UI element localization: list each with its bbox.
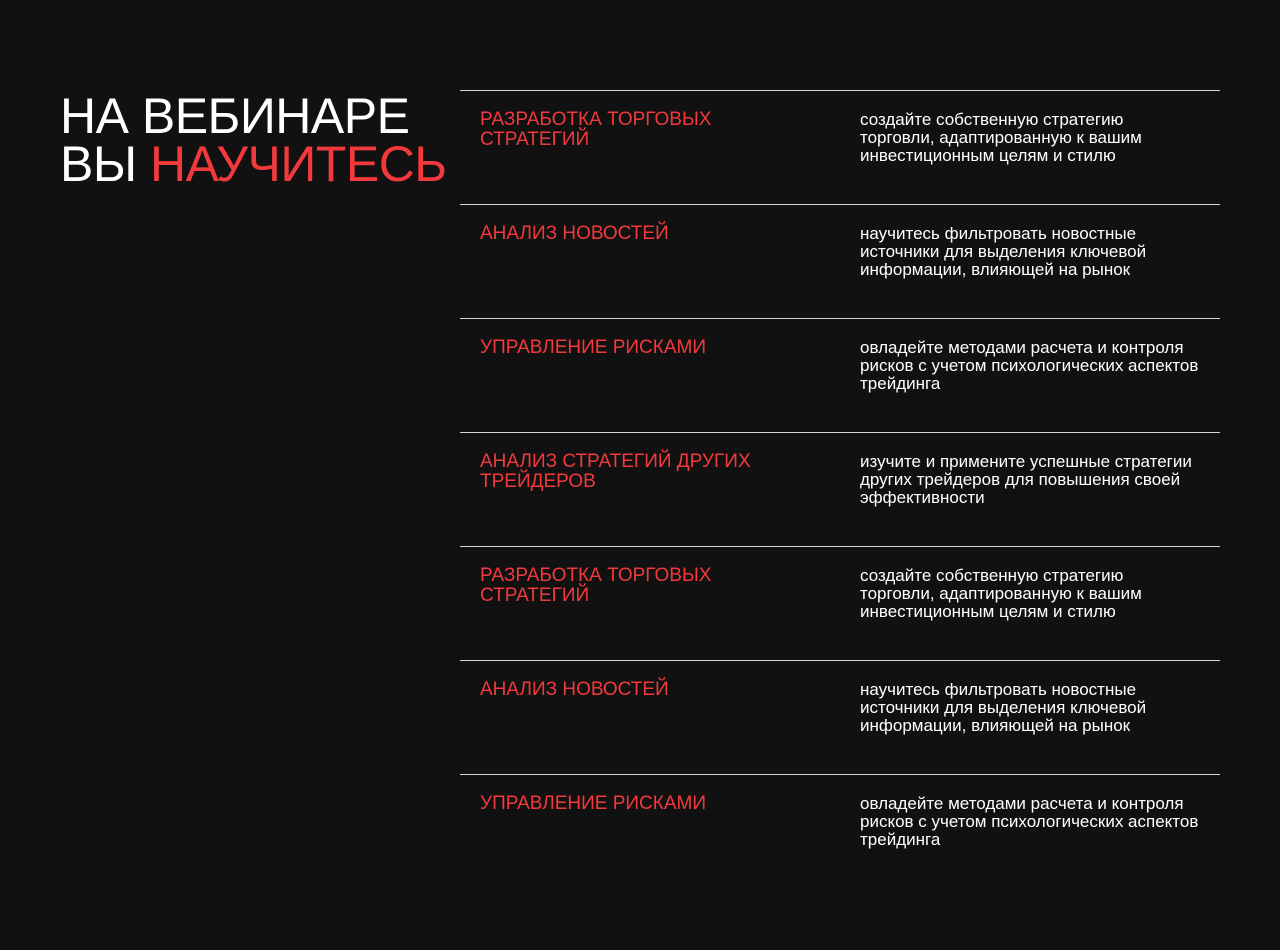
list-item bbox=[460, 90, 1220, 204]
list-item bbox=[460, 432, 1220, 546]
topic-description: научитесь фильтровать новостные источники для выделения ключевой информации, влияющей на рынок bbox=[860, 224, 1147, 279]
topic-title: УПРАВЛЕНИЕ РИСКАМИ bbox=[480, 793, 707, 814]
topic-title: АНАЛИЗ НОВОСТЕЙ bbox=[480, 679, 669, 700]
list-item bbox=[460, 318, 1220, 432]
topic-description: научитесь фильтровать новостные источники для выделения ключевой информации, влияющей на рынок bbox=[860, 680, 1147, 735]
topic-description: создайте собственную стратегию торговли, адаптированную к вашим инвестиционным целям и стилю bbox=[860, 566, 1142, 621]
page-title bbox=[60, 88, 450, 192]
topic-description: создайте собственную стратегию торговли, адаптированную к вашим инвестиционным целям и стилю bbox=[860, 110, 1142, 165]
topic-title: РАЗРАБОТКА ТОРГОВЫХ СТРАТЕГИЙ bbox=[480, 109, 712, 150]
page-title-accent: НАУЧИТЕСЬ bbox=[150, 136, 447, 192]
page-title-prefix: ВЫ bbox=[60, 136, 151, 192]
topic-title: АНАЛИЗ СТРАТЕГИЙ ДРУГИХ ТРЕЙДЕРОВ bbox=[480, 451, 751, 492]
list-item bbox=[460, 660, 1220, 774]
list-item bbox=[460, 774, 1220, 888]
topic-description: овладейте методами расчета и контроля рисков с учетом психологических аспектов трейдинга bbox=[860, 794, 1199, 849]
topic-description: овладейте методами расчета и контроля рисков с учетом психологических аспектов трейдинга bbox=[860, 338, 1199, 393]
topic-title: РАЗРАБОТКА ТОРГОВЫХ СТРАТЕГИЙ bbox=[480, 565, 712, 606]
topic-title: УПРАВЛЕНИЕ РИСКАМИ bbox=[480, 337, 707, 358]
learning-topics-list bbox=[460, 90, 1220, 888]
list-item bbox=[460, 204, 1220, 318]
topic-description: изучите и примените успешные стратегии других трейдеров для повышения своей эффективности bbox=[860, 452, 1192, 507]
page-title-line-2 bbox=[60, 136, 450, 192]
list-item bbox=[460, 546, 1220, 660]
topic-title: АНАЛИЗ НОВОСТЕЙ bbox=[480, 223, 669, 244]
page-title-line-1: НА ВЕБИНАРЕ bbox=[60, 88, 410, 144]
